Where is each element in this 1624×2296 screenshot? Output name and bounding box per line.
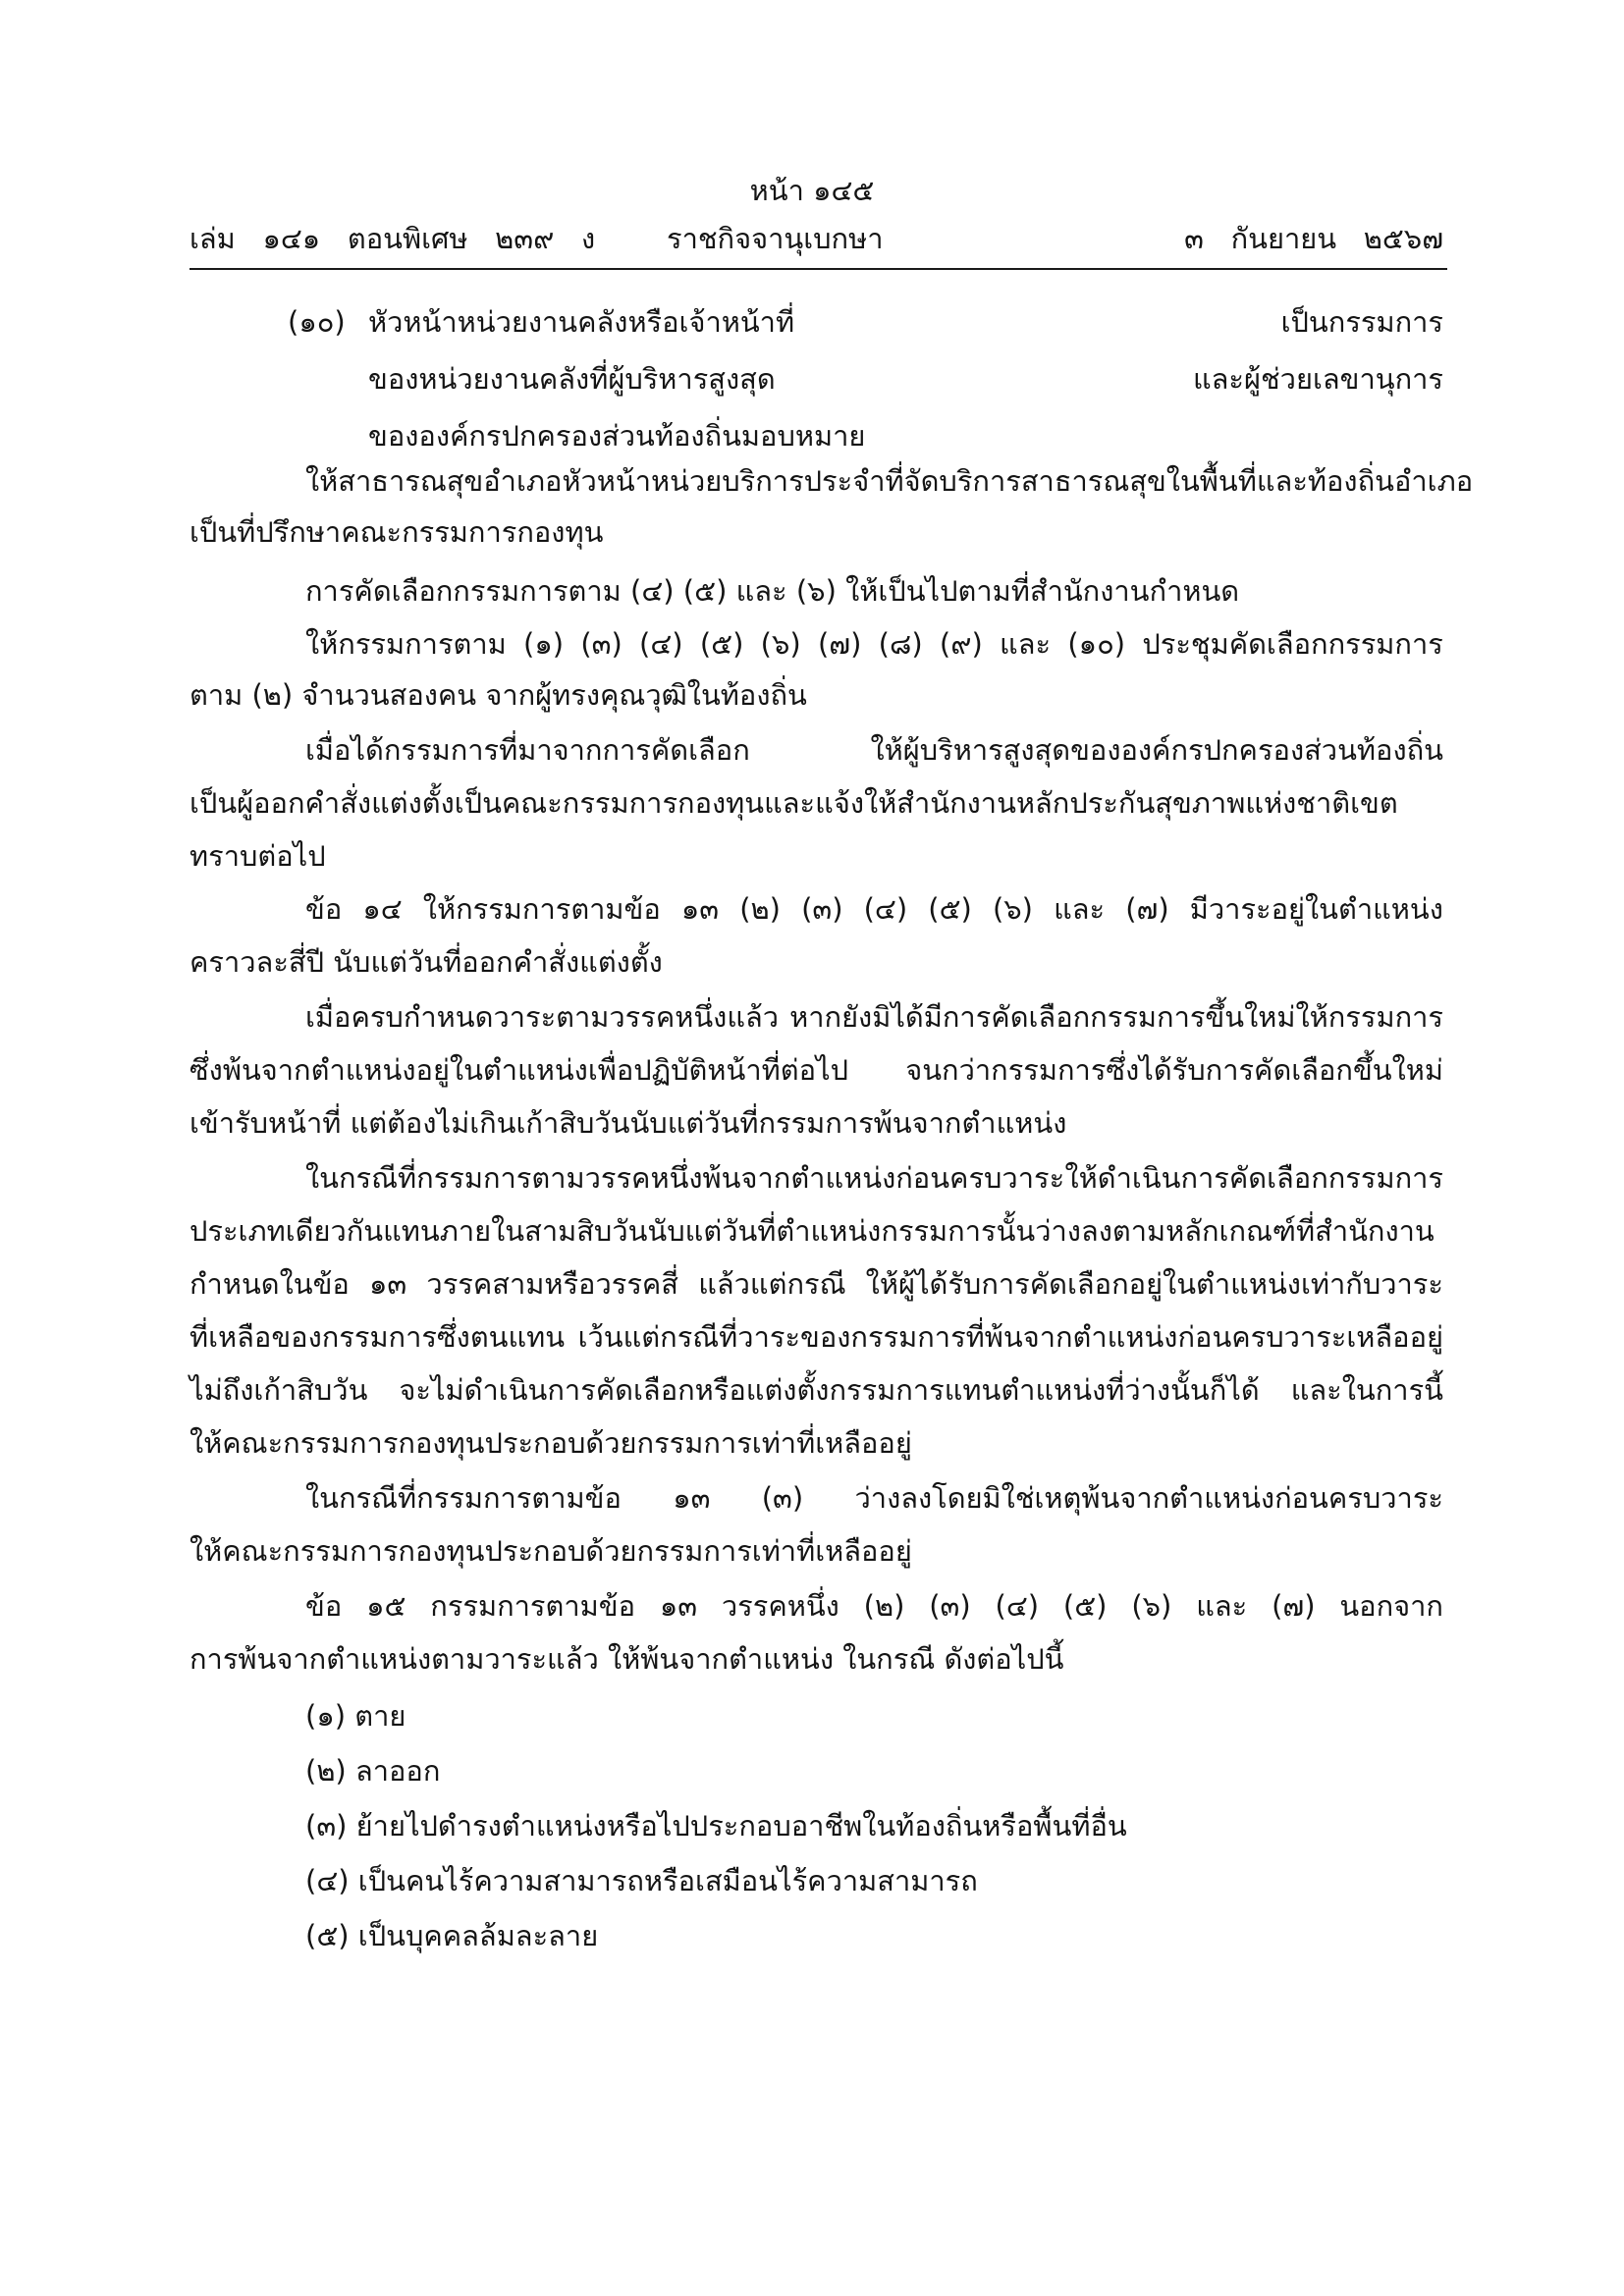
clause-15-item-5: (๕) เป็นบุคคลล้มละลาย [305,1919,599,1952]
text-run: ประชุมคัดเลือกกรรมการ [1142,627,1443,661]
text-run: ให้สาธารณสุขอำเภอ [305,464,563,498]
text-run: (๖) [760,627,801,661]
text-run: (๖) [992,892,1033,926]
text-run: หัวหน้าหน่วยบริการประจำที่จัดบริการสาธารณสุขในพื้นที่ [562,464,1257,498]
text-run: (๕) [928,892,972,926]
text-run: ประเภทเดียวกันแทนภายในสามสิบวันนับแต่วันที่ตำแหน่งกรรมการนั้นว่างลงตามหลักเกณฑ์ที่สำนักงาน [189,1214,1435,1248]
text-run: วรรคสามหรือวรรคสี่ [426,1267,679,1301]
text-run: จะไม่ดำเนินการคัดเลือกหรือแต่งตั้งกรรมการแทนตำแหน่งที่ว่างนั้นก็ได้ [399,1373,1260,1407]
text-run: แล้วแต่กรณี [698,1267,846,1301]
appoint-line-2 [189,783,1443,823]
clause-15-line-1 [305,1586,1443,1626]
text-run: ให้ผู้ได้รับการคัดเลือกอยู่ในตำแหน่งเท่ากับวาระ [865,1267,1443,1301]
text-run: ว่างลงโดยมิใช่เหตุพ้นจากตำแหน่งก่อนครบวาระ [854,1481,1443,1515]
text-run: ให้ดำเนินการคัดเลือกกรรมการ [1064,1161,1443,1195]
vacancy-line-3 [189,1264,1443,1304]
text-run: หากยังมิได้มีการคัดเลือกกรรมการขึ้นใหม่ให้กรรมการ [789,1000,1443,1034]
text-run: เว้นแต่กรณีที่วาระของกรรมการที่พ้นจากตำแหน่งก่อนครบวาระเหลืออยู่ [577,1320,1443,1354]
text-run: (๖) [1131,1589,1172,1623]
text-run: นอกจาก [1339,1589,1443,1623]
text-run: ซึ่งพ้นจากตำแหน่งอยู่ในตำแหน่งเพื่อปฏิบัติหน้าที่ต่อไป [189,1053,848,1087]
text-run: (๕) [1062,1589,1108,1623]
text-run: มีวาระอยู่ในตำแหน่ง [1189,892,1443,926]
text-run: และ [1000,627,1052,661]
text-run: กรรมการตามข้อ [430,1589,635,1623]
text-run: (๔) [863,892,908,926]
clause-14-line-2: คราวละสี่ปี นับแต่วันที่ออกคำสั่งแต่งตั้ง [189,945,663,979]
text-run: ๑๓ [369,1267,407,1301]
text-run: (๕) [699,627,744,661]
text-run: (๓) [929,1589,971,1623]
text-run: เมื่อครบกำหนดวาระตามวรรคหนึ่งแล้ว [305,1000,780,1034]
term-end-line-3: เข้ารับหน้าที่ แต่ต้องไม่เกินเก้าสิบวันนับแต่วันที่กรรมการพ้นจากตำแหน่ง [189,1106,1067,1140]
term-end-line-2 [189,1050,1443,1090]
header-divider [189,268,1447,270]
item-10-line-3: ขององค์กรปกครองส่วนท้องถิ่นมอบหมาย [368,419,866,453]
selection-line-1: การคัดเลือกกรรมการตาม (๔) (๕) และ (๖) ให้เป็นไปตามที่สำนักงานกำหนด [305,574,1240,608]
clause-15-item-1: (๑) ตาย [305,1699,406,1733]
publication-title: ราชกิจจานุเบกษา [667,222,884,255]
text-run: (๑) [523,627,565,661]
text-run: เป็นผู้ออกคำสั่งแต่งตั้งเป็นคณะกรรมการกองทุนและแจ้งให้สำนักงานหลักประกันสุขภาพแห่งชาติเขต [189,786,1398,820]
text-run: (๓) [761,1481,804,1515]
vacancy-line-4 [189,1317,1443,1357]
page-number: หน้า ๑๔๕ [749,174,875,207]
text-run: (๔) [995,1589,1040,1623]
term-end-line-1 [305,997,1443,1037]
text-run: ข้อ [305,1589,343,1623]
text-run: ให้ผู้บริหารสูงสุดขององค์กรปกครองส่วนท้องถิ่น [870,733,1443,767]
text-run: ข้อ [305,892,343,926]
appoint-line-3: ทราบต่อไป [189,839,326,873]
item-10-number: (๑๐) [288,305,346,339]
text-run: (๑๐) [1067,627,1126,661]
volume-info: เล่ม ๑๔๑ ตอนพิเศษ ๒๓๙ ง [189,222,596,255]
text-run: ๑๓ [673,1481,711,1515]
text-run: กำหนดในข้อ [189,1267,350,1301]
text-run: ในกรณีที่กรรมการตามข้อ [305,1481,622,1515]
gazette-header [189,219,1443,262]
item-10-role-1: เป็นกรรมการ [1280,305,1443,339]
clause-15-item-4: (๔) เป็นคนไร้ความสามารถหรือเสมือนไร้ความสามารถ [305,1864,978,1897]
text-run: ไม่ถึงเก้าสิบวัน [189,1373,368,1407]
text-run: ที่เหลือของกรรมการซึ่งตนแทน [189,1320,566,1354]
text-run: ๑๔ [362,892,403,926]
text-run: (๒) [863,1589,905,1623]
text-run: ในกรณีที่กรรมการตามวรรคหนึ่งพ้นจากตำแหน่งก่อนครบวาระ [305,1161,1065,1195]
advisors-line-2: เป็นที่ปรึกษาคณะกรรมการกองทุน [189,515,604,549]
appoint-line-1 [305,730,1443,770]
item-3-vacancy-line-2: ให้คณะกรรมการกองทุนประกอบด้วยกรรมการเท่าที่เหลืออยู่ [189,1534,912,1568]
text-run: ๑๓ [659,1589,698,1623]
clause-15-item-2: (๒) ลาออก [305,1754,441,1788]
text-run: และ [1054,892,1106,926]
text-run: (๘) [878,627,923,661]
meeting-line-2: ตาม (๒) จำนวนสองคน จากผู้ทรงคุณวุฒิในท้องถิ่น [189,678,807,712]
text-run: ๑๕ [366,1589,406,1623]
text-run: (๒) [739,892,781,926]
text-run: (๗) [1272,1589,1316,1623]
publication-date: ๓ กันยายน ๒๕๖๗ [1184,222,1443,255]
meeting-line-1 [305,624,1443,664]
clause-14-line-1 [305,889,1443,929]
text-run: และท้องถิ่นอำเภอ [1256,464,1474,498]
text-run: ให้กรรมการตาม [305,627,507,661]
text-run: และในการนี้ [1290,1373,1443,1407]
vacancy-line-6: ให้คณะกรรมการกองทุนประกอบด้วยกรรมการเท่าที่เหลืออยู่ [189,1426,912,1460]
text-run: และ [1196,1589,1248,1623]
text-run: จนกว่ากรรมการซึ่งได้รับการคัดเลือกขึ้นใหม่ [905,1053,1443,1087]
text-run: ให้กรรมการตามข้อ [422,892,661,926]
text-run: (๗) [817,627,862,661]
item-10-line-1: หัวหน้าหน่วยงานคลังหรือเจ้าหน้าที่ [368,305,795,339]
text-run: (๗) [1125,892,1169,926]
item-3-vacancy-line-1 [305,1478,1443,1518]
text-run: (๙) [939,627,983,661]
clause-15-item-3: (๓) ย้ายไปดำรงตำแหน่งหรือไปประกอบอาชีพในท้องถิ่นหรือพื้นที่อื่น [305,1809,1127,1842]
item-10-role-2: และผู้ช่วยเลขานุการ [1192,362,1443,396]
text-run: (๔) [639,627,683,661]
text-run: เมื่อได้กรรมการที่มาจากการคัดเลือก [305,733,750,767]
clause-15-line-2: การพ้นจากตำแหน่งตามวาระแล้ว ให้พ้นจากตำแหน่ง ในกรณี ดังต่อไปนี้ [189,1642,1064,1676]
text-run: (๓) [801,892,843,926]
vacancy-line-2 [189,1211,1443,1251]
text-run: ๑๓ [680,892,720,926]
vacancy-line-5 [189,1370,1443,1410]
vacancy-line-1 [305,1158,1443,1198]
text-run: (๓) [580,627,623,661]
text-run: วรรคหนึ่ง [721,1589,839,1623]
advisors-line-1 [305,461,1474,501]
item-10-line-2: ของหน่วยงานคลังที่ผู้บริหารสูงสุด [368,362,776,396]
